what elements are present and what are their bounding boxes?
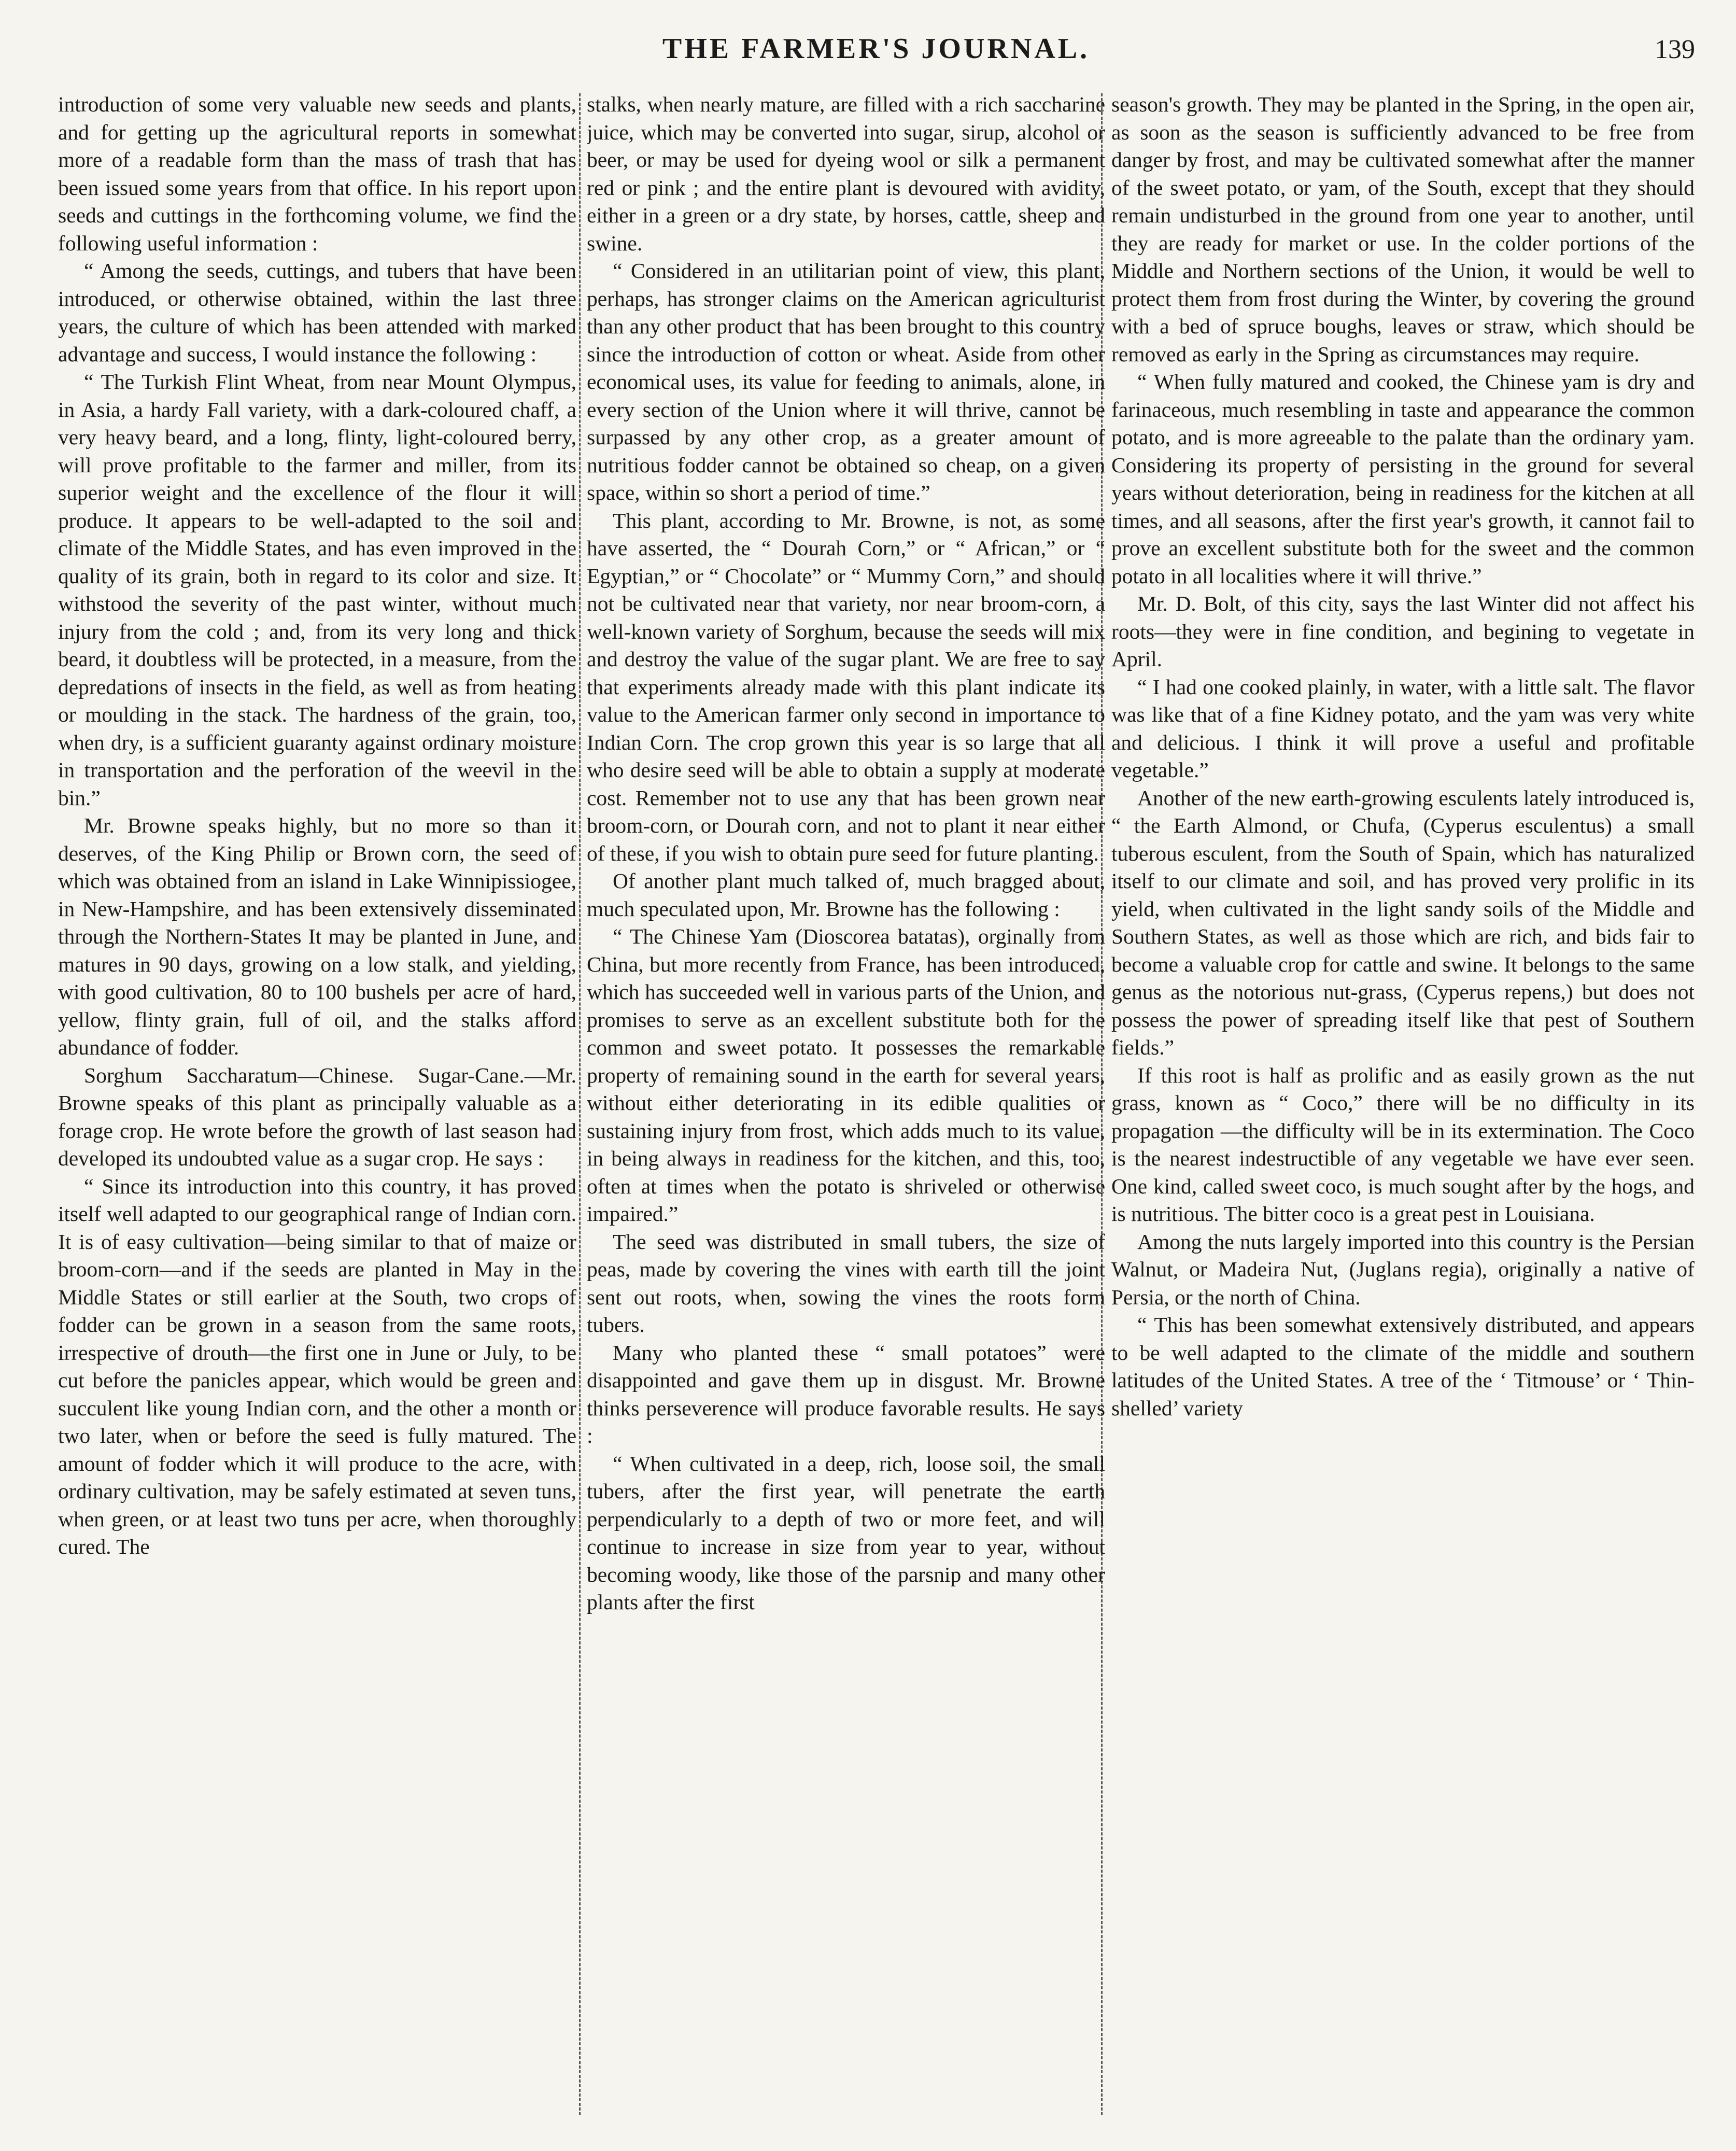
paragraph: Among the nuts largely imported into this country is the Persian Walnut, or Madeira Nut, (Juglans regia), originally a native of Persia, or the north of China. xyxy=(1111,1229,1695,1309)
paragraph: season's growth. They may be planted in the Spring, in the open air, as soon as the season is sufficiently advanced to be free from danger by frost, and may be cultivated somewhat after the manner of the sweet potato, or yam, of the South, except that they should remain undisturbed in the ground from one year to another, until they are ready for market or use. In the colder portions of the Middle and Northern sections of the Union, it would be well to protect them from frost during the Winter, by covering the ground with a bed of spruce boughs, leaves or straw, which should be removed as early in the Spring as circumstances may require. xyxy=(1111,92,1695,366)
paragraph: This plant, according to Mr. Browne, is not, as some have asserted, the “ Dourah Corn,” or “ African,” or “ Egyptian,” or “ Chocolate” or “ Mummy Corn,” and should not be cultivated near that variety, nor near broom-corn, a well-known variety of Sorghum, because the seeds will mix and destroy the value of the sugar plant. We are free to say that experiments already made with this plant indicate its value to the American farmer only second in importance to Indian Corn. The crop grown this year is so large that all who desire seed will be able to obtain a supply at moderate cost. Remember not to use any that has been grown near broom-corn, or Dourah corn, and not to plant it near either of these, if you wish to obtain pure seed for future planting. xyxy=(587,508,1105,865)
paragraph: Another of the new earth-growing esculents lately introduced is, “ the Earth Almond, or Chufa, (Cyperus esculentus) a small tuberous esculent, from the South of Spain, which has naturalized itself to our climate and soil, and has proved very prolific in its yield, when cultivated in the light sandy soils of the Middle and Southern States, as well as those which are rich, and bids fair to become a valuable crop for cattle and swine. It belongs to the same genus as the notorious nut-grass, (Cyperus repens,) but does not possess the power of spreading itself like that pest of Southern fields.” xyxy=(1111,785,1695,1059)
paragraph: If this root is half as prolific and as easily grown as the nut grass, known as “ Coco,” there will be no difficulty in its propagation —the difficulty will be in its extermination. The Coco is the nearest indestructible of any vegetable we have ever seen. One kind, called sweet coco, is much sought after by the hogs, and is nutritious. The bitter coco is a great pest in Louisiana. xyxy=(1111,1063,1695,1226)
paragraph: The seed was distributed in small tubers, the size of peas, made by covering the vines with earth till the joint sent out roots, when, sowing the vines the roots form tubers. xyxy=(587,1229,1105,1337)
paragraph: introduction of some very valuable new seeds and plants, and for getting up the agricultural reports in somewhat more of a readable form than the mass of trash that has been issued some years from that office. In his report upon seeds and cuttings in the forthcoming volume, we find the following useful information : xyxy=(58,92,576,255)
paragraph: Sorghum Saccharatum—Chinese. Sugar-Cane.—Mr. Browne speaks of this plant as principally valuable as a forage crop. He wrote before the growth of last season had developed its undoubted value as a sugar crop. He says : xyxy=(58,1063,576,1170)
paragraph: “ When fully matured and cooked, the Chinese yam is dry and farinaceous, much resembling in taste and appearance the common potato, and is more agreeable to the palate than the ordinary yam. Considering its property of persisting in the ground for several years without deterioration, being in readiness for the kitchen at all times, and all seasons, after the first year's growth, it cannot fail to prove an excellent substitute both for the sweet and the common potato in all localities where it will thrive.” xyxy=(1111,370,1695,588)
page-number: 139 xyxy=(1655,35,1695,64)
paragraph: “ I had one cooked plainly, in water, with a little salt. The flavor was like that of a fine Kidney potato, and the yam was very white and delicious. I think it will prove a useful and profitable vegetable.” xyxy=(1111,674,1695,782)
paragraph: stalks, when nearly mature, are filled with a rich saccharine juice, which may be converted into sugar, sirup, alcohol or beer, or may be used for dyeing wool or silk a permanent red or pink ; and the entire plant is devoured with avidity, either in a green or a dry state, by horses, cattle, sheep and swine. xyxy=(587,92,1105,255)
paragraph: “ The Turkish Flint Wheat, from near Mount Olympus, in Asia, a hardy Fall variety, with a dark-coloured chaff, a very heavy beard, and a long, flinty, light-coloured berry, will prove profitable to the farmer and miller, from its superior weight and the excellence of the flour it will produce. It appears to be well-adapted to the soil and climate of the Middle States, and has even improved in the quality of its grain, both in regard to its color and size. It withstood the severity of the past winter, without much injury from the cold ; and, from its very long and thick beard, it doubtless will be protected, in a measure, from the depredations of insects in the field, as well as from heating or moulding in the stack. The hardness of the grain, too, when dry, is a sufficient guaranty against ordinary moisture in transportation and the perforation of the weevil in the bin.” xyxy=(58,370,576,810)
text-column-3 xyxy=(1111,91,1695,2133)
paragraph: “ Since its introduction into this country, it has proved itself well adapted to our geographical range of Indian corn. It is of easy cultivation—being similar to that of maize or broom-corn—and if the seeds are planted in May in the Middle States or still earlier at the South, two crops of fodder can be grown in a season from the same roots, irrespective of drouth—the first one in June or July, to be cut before the panicles appear, which would be green and succulent like young Indian corn, and the other a month or two later, when or before the seed is fully matured. The amount of fodder which it will produce to the acre, with ordinary cultivation, may be safely estimated at seven tuns, when green, or at least two tuns per acre, when thoroughly cured. The xyxy=(58,1174,576,1558)
paragraph: “ The Chinese Yam (Dioscorea batatas), orginally from China, but more recently from France, has been introduced, which has succeeded well in various parts of the Union, and promises to serve as an excellent substitute both for the common and sweet potato. It possesses the remarkable property of remaining sound in the earth for several years, without either deteriorating in its edible qualities or sustaining injury from frost, which adds much to its value, in being always in readiness for the kitchen, and this, too, often at times when the potato is shriveled or otherwise impaired.” xyxy=(587,924,1105,1226)
paragraph: Mr. D. Bolt, of this city, says the last Winter did not affect his roots—they were in fine condition, and begining to vegetate in April. xyxy=(1111,592,1695,671)
column-divider xyxy=(579,93,581,2115)
text-column-1 xyxy=(58,91,576,2133)
paragraph: Many who planted these “ small potatoes” were disappointed and gave them up in disgust. Mr. Browne thinks perseverence will produce favorable results. He says : xyxy=(587,1340,1105,1447)
paragraph: Of another plant much talked of, much bragged about, much speculated upon, Mr. Browne has the following : xyxy=(587,869,1105,921)
page-header xyxy=(57,32,1695,79)
paragraph: “ This has been somewhat extensively distributed, and appears to be well adapted to the climate of the middle and southern latitudes of the United States. A tree of the ‘ Titmouse’ or ‘ Thin-shelled’ variety xyxy=(1111,1313,1695,1420)
paragraph: Mr. Browne speaks highly, but no more so than it deserves, of the King Philip or Brown corn, the seed of which was obtained from an island in Lake Winnipissiogee, in New-Hampshire, and has been extensively disseminated through the Northern-States It may be planted in June, and matures in 90 days, growing on a low stalk, and yielding, with good cultivation, 80 to 100 bushels per acre of hard, yellow, flinty grain, full of oil, and the stalks afford abundance of fodder. xyxy=(58,813,576,1059)
paragraph: “ Considered in an utilitarian point of view, this plant, perhaps, has stronger claims on the American agriculturist than any other product that has been brought to this country since the introduction of cotton or wheat. Aside from other economical uses, its value for feeding to animals, alone, in every section of the Union where it will thrive, cannot be surpassed by any other crop, as a greater amount of nutritious fodder cannot be obtained so cheap, on a given space, within so short a period of time.” xyxy=(587,259,1105,504)
text-column-2 xyxy=(587,91,1105,2133)
paragraph: “ When cultivated in a deep, rich, loose soil, the small tubers, after the first year, will penetrate the earth perpendicularly to a depth of two or more feet, and will continue to increase in size from year to year, without becoming woody, like those of the parsnip and many other plants after the first xyxy=(587,1451,1105,1614)
paragraph: “ Among the seeds, cuttings, and tubers that have been introduced, or otherwise obtained, within the last three years, the culture of which has been attended with marked advantage and success, I would instance the following : xyxy=(58,259,576,366)
running-title: THE FARMER'S JOURNAL. xyxy=(662,33,1090,65)
